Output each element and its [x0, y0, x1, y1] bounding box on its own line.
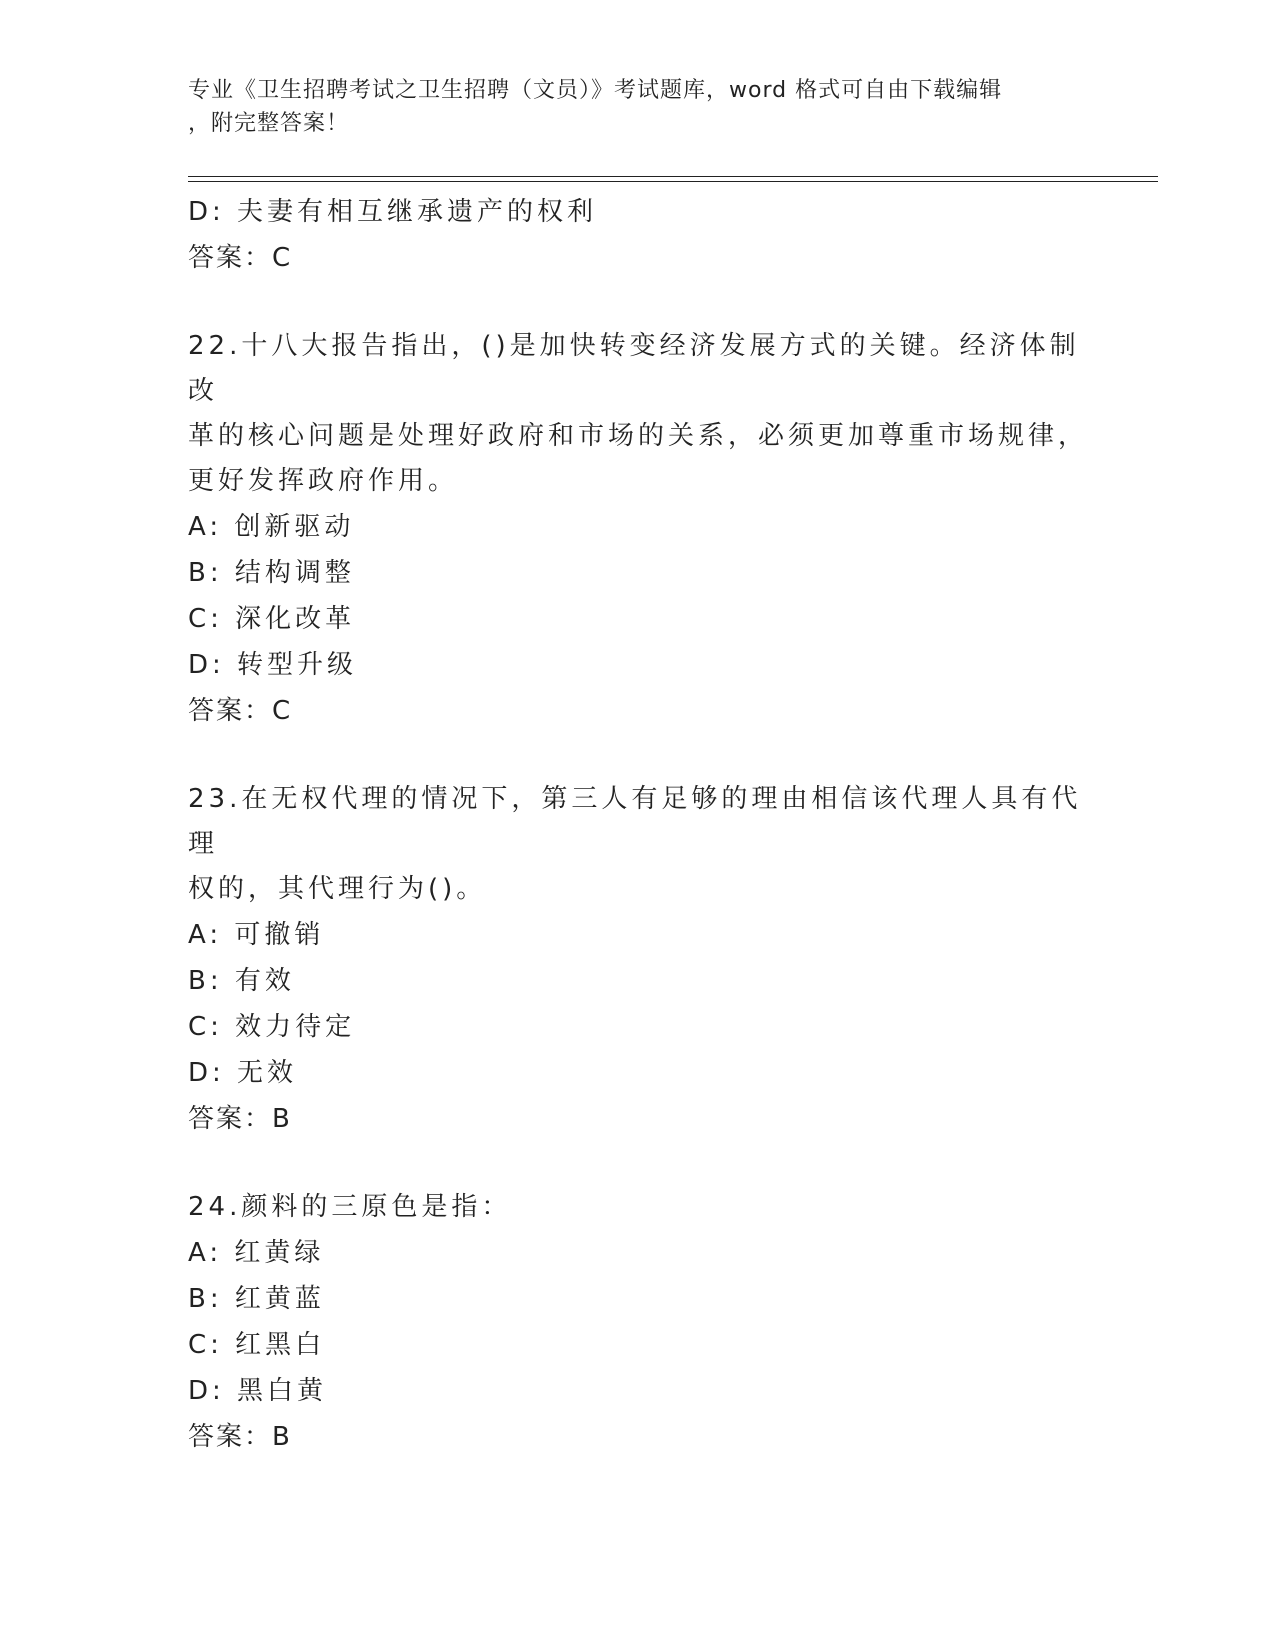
header-title-line-1: 专业《卫生招聘考试之卫生招聘（文员）》考试题库，word 格式可自由下载编辑 — [188, 78, 1003, 103]
option-b: B: 结构调整 — [188, 558, 355, 588]
question-text-line: 权的，其代理行为()。 — [188, 874, 487, 904]
option-a: A: 可撤销 — [188, 920, 325, 950]
question-text-line: 24.颜料的三原色是指： — [188, 1192, 512, 1222]
option-d: D: 转型升级 — [188, 650, 358, 680]
question-list — [188, 189, 1088, 1460]
answer-label: 答案：B — [188, 1422, 292, 1452]
answer-label: 答案：B — [188, 1104, 292, 1134]
spacer — [188, 1142, 1088, 1185]
question-text-line: 更好发挥政府作用。 — [188, 466, 459, 496]
option-b: B: 有效 — [188, 966, 295, 996]
spacer — [188, 281, 1088, 324]
option-b: B: 红黄蓝 — [188, 1284, 325, 1314]
question-text-line: 22.十八大报告指出，()是加快转变经济发展方式的关键。经济体制改 — [188, 331, 1080, 406]
option-d: D: 无效 — [188, 1058, 298, 1088]
question-24 — [188, 1185, 1088, 1460]
answer-label: 答案：C — [188, 243, 293, 273]
option-d: D: 黑白黄 — [188, 1376, 328, 1406]
header-divider-top — [188, 176, 1158, 177]
question-text-line: 23.在无权代理的情况下，第三人有足够的理由相信该代理人具有代理 — [188, 784, 1082, 859]
option-a: A: 创新驱动 — [188, 512, 355, 542]
option-c: C: 效力待定 — [188, 1012, 356, 1042]
option-c: C: 红黑白 — [188, 1330, 326, 1360]
document-header — [188, 74, 1068, 140]
header-divider-bottom — [188, 181, 1158, 182]
question-text-line: 革的核心问题是处理好政府和市场的关系，必须更加尊重市场规律， — [188, 421, 1089, 451]
question-23 — [188, 777, 1088, 1142]
header-title-line-2: ，附完整答案！ — [188, 111, 350, 136]
option-a: A: 红黄绿 — [188, 1238, 325, 1268]
spacer — [188, 734, 1088, 777]
option-c: C: 深化改革 — [188, 604, 356, 634]
question-21-tail — [188, 189, 1088, 281]
question-22 — [188, 324, 1088, 734]
answer-label: 答案：C — [188, 696, 293, 726]
option-d: D: 夫妻有相互继承遗产的权利 — [188, 197, 598, 227]
